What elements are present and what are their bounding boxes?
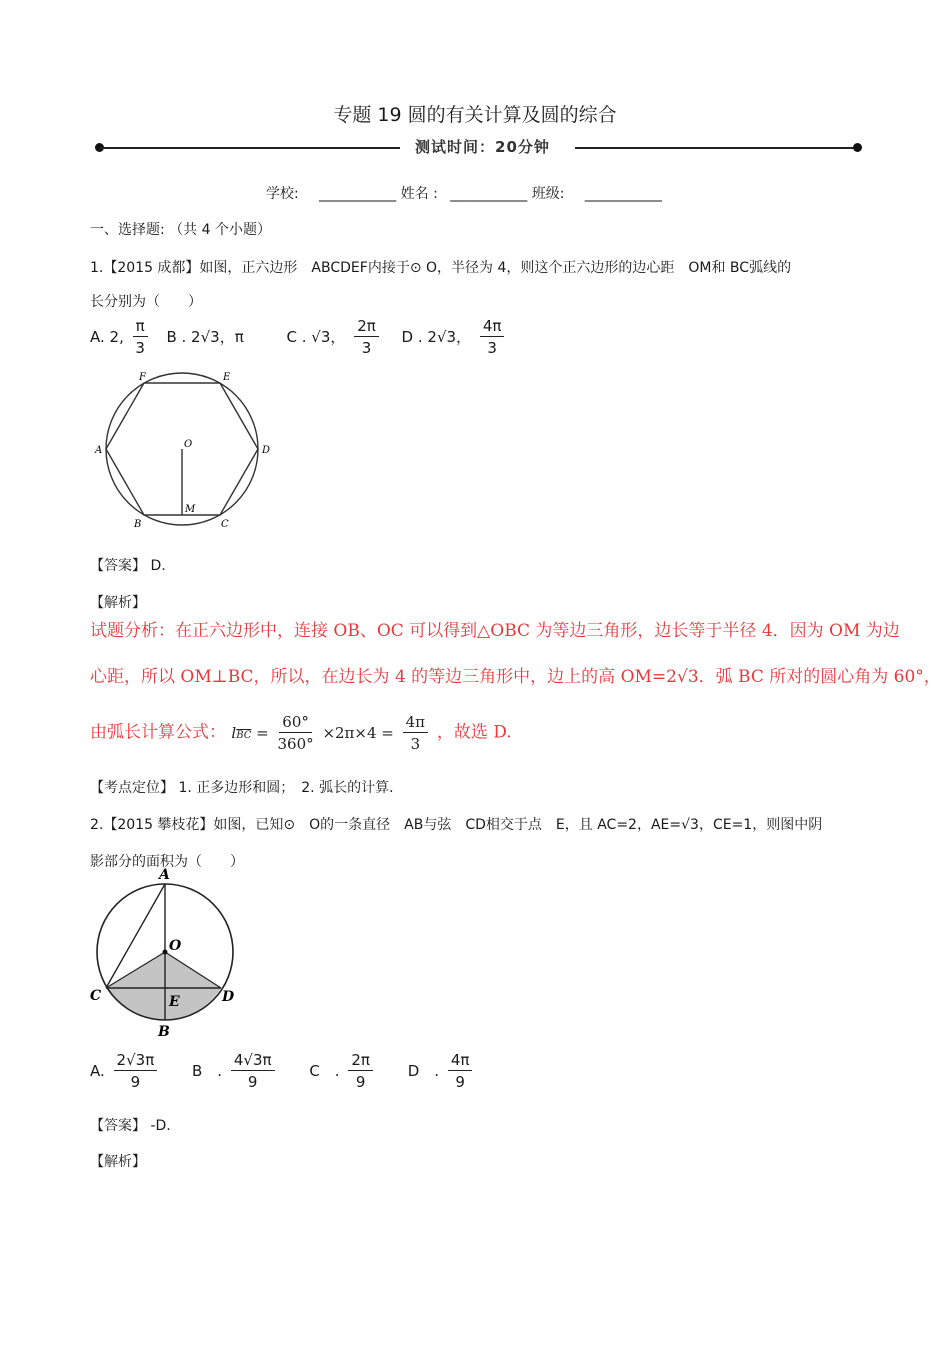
q1-stem-line1: 1.【2015 成都】如图，正六边形 ABCDEF内接于⊙ O，半径为 4，则这个正六边形的边心距 OM和 BC弧线的	[90, 260, 792, 276]
rule-right-dot	[853, 143, 862, 152]
student-info	[266, 183, 662, 203]
q2-option-a-fraction	[114, 1050, 158, 1093]
q1-hexagon-figure	[92, 365, 278, 535]
q2-analysis-label: 【解析】	[90, 1154, 146, 1170]
q2-option-a-label: A.	[90, 1062, 105, 1080]
q2-label-B: B	[158, 1024, 170, 1040]
formula-l: l	[231, 723, 237, 742]
q2-option-d-num: 4π	[448, 1050, 473, 1071]
q2-option-b-fraction	[231, 1050, 275, 1093]
formula-num2: 4π	[403, 712, 428, 733]
name-blank[interactable]: ___________	[450, 186, 528, 202]
q2-stem-line1: 2.【2015 攀枝花】如图，已知⊙ O的一条直径 AB与弦 CD相交于点 E，且 AC=2，AE=√3，CE=1，则图中阴	[90, 817, 823, 833]
q1-option-a-fraction	[133, 316, 148, 359]
q2-label-E: E	[169, 994, 180, 1010]
q2-option-b-label: B .	[192, 1062, 223, 1080]
formula-frac-2	[403, 712, 428, 755]
name-label: 姓名 :	[400, 186, 438, 202]
q2-option-b-den: 9	[247, 1073, 258, 1091]
q1-analysis-formula-prefix: 由弧长计算公式：	[90, 722, 226, 743]
q1-analysis-line1: 试题分析：在正六边形中，连接 OB、OC 可以得到△OBC 为等边三角形，边长等于半径 4．因为 OM 为边	[90, 621, 900, 641]
q2-option-c-num: 2π	[348, 1050, 373, 1071]
page-title: 专题 19 圆的有关计算及圆的综合	[333, 104, 617, 126]
label-A: A	[95, 445, 103, 456]
q1-kaodian: 【考点定位】 1. 正多边形和圆； 2. 弧长的计算.	[90, 780, 394, 796]
q1-option-d-den: 3	[487, 339, 497, 357]
q2-options	[90, 1050, 476, 1093]
q2-option-c-label: C .	[309, 1062, 340, 1080]
formula-num: 60°	[279, 712, 312, 733]
q2-option-b-num: 4√3π	[231, 1050, 275, 1071]
q1-analysis-label: 【解析】	[90, 595, 146, 611]
school-label: 学校:	[266, 186, 299, 202]
label-E: E	[223, 372, 231, 383]
q2-label-A: A	[159, 867, 170, 883]
class-blank[interactable]: ___________	[584, 186, 662, 202]
q2-option-c-fraction	[348, 1050, 373, 1093]
school-blank[interactable]: ___________	[319, 186, 397, 202]
q1-option-a-num: π	[133, 316, 148, 337]
q2-stem-line2: 影部分的面积为（ ）	[90, 854, 244, 870]
q2-shaded-region	[106, 952, 221, 1020]
test-time: 测试时间：20分钟	[415, 138, 550, 156]
label-D: D	[262, 445, 271, 456]
q2-option-a-den: 9	[130, 1073, 141, 1091]
label-F: F	[139, 372, 146, 383]
q1-option-d-fraction	[480, 316, 505, 359]
q1-analysis-line2: 心距，所以 OM⊥BC，所以，在边长为 4 的等边三角形中，边上的高 OM=2√3．弧 BC 所对的圆心角为 60°，	[90, 667, 941, 687]
formula-rest: ×2π×4 =	[322, 723, 394, 742]
q1-option-c-den: 3	[361, 339, 372, 357]
formula-den2: 3	[410, 735, 421, 753]
class-label: 班级:	[531, 186, 565, 202]
label-M: M	[185, 504, 196, 515]
q1-option-c-label: C . √3，	[286, 328, 346, 346]
q1-option-c-fraction	[354, 316, 379, 359]
q2-label-O: O	[169, 938, 182, 954]
q1-option-a-label: A. 2,	[90, 328, 124, 346]
q1-analysis-line3	[90, 712, 512, 755]
q1-option-a[interactable]	[90, 317, 156, 357]
rule-left-line	[100, 147, 400, 149]
section-heading: 一、选择题: （共 4 个小题）	[90, 222, 271, 238]
q2-circle-figure	[88, 866, 248, 1042]
q2-option-d-fraction	[448, 1050, 473, 1093]
formula-sub: $\overline{BC}$	[236, 729, 252, 741]
q1-arc-formula: $l\overline{BC}$ = $\frac{60^\circ}{360^\circ}$ ×2π×4 = $\frac{4\pi}{3}$	[231, 724, 436, 742]
label-B: B	[134, 519, 142, 530]
q2-center-dot	[163, 950, 168, 955]
q1-answer: 【答案】 D.	[90, 558, 166, 574]
q1-option-d-label: D . 2√3，	[401, 328, 472, 346]
rule-right-line	[575, 147, 857, 149]
q1-option-c-num: 2π	[354, 316, 379, 337]
q2-option-d-den: 9	[455, 1073, 465, 1091]
q2-label-D: D	[222, 989, 235, 1005]
q2-option-c-den: 9	[355, 1073, 366, 1091]
q1-option-a-den: 3	[135, 339, 145, 357]
label-C: C	[221, 519, 229, 530]
q2-label-C: C	[90, 988, 102, 1004]
q1-options	[90, 316, 508, 359]
q1-stem-line2: 长分别为（ ）	[90, 294, 202, 310]
formula-den: 360°	[277, 735, 314, 753]
q1-option-d-num: 4π	[480, 316, 505, 337]
q2-option-d-label: D .	[407, 1062, 440, 1080]
label-O: O	[184, 439, 193, 450]
q2-option-a-num: 2√3π	[114, 1050, 158, 1071]
q2-answer: 【答案】 -D.	[90, 1118, 171, 1134]
q1-option-b[interactable]	[166, 328, 248, 346]
q1-analysis-formula-suffix: ，故选 D.	[436, 722, 512, 743]
q1-option-b-label: B . 2√3，π	[166, 328, 244, 346]
formula-frac-1	[278, 712, 314, 755]
